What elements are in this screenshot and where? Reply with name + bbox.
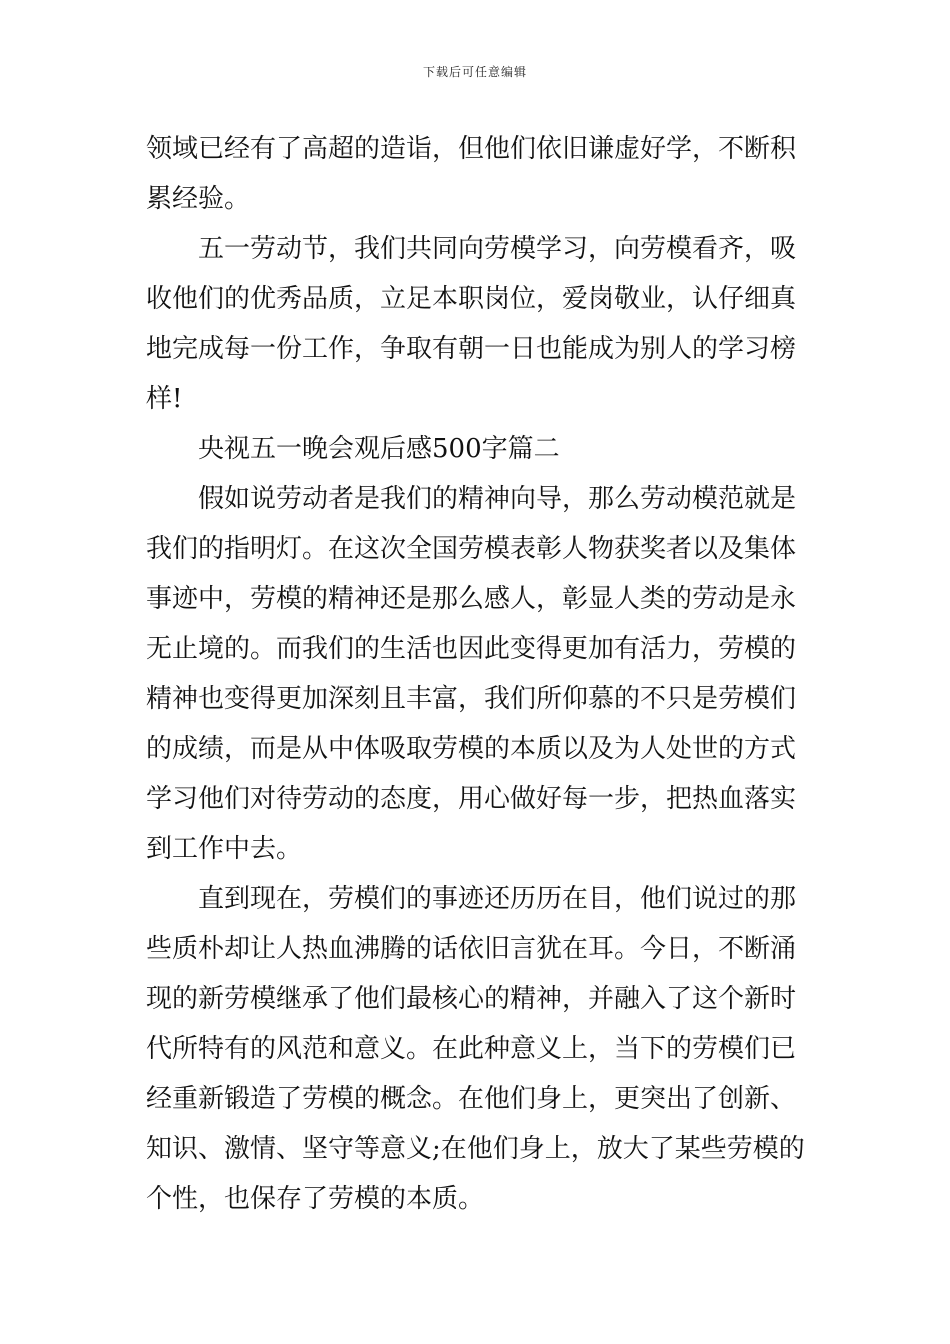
- text-line: 领域已经有了高超的造诣，但他们依旧谦虚好学，不断积: [146, 134, 797, 164]
- text-line: 些质朴却让人热血沸腾的话依旧言犹在耳。今日，不断涌: [146, 934, 797, 964]
- text-line: 知识、激情、坚守等意义;在他们身上，放大了某些劳模的: [146, 1134, 805, 1164]
- text-line: 我们的指明灯。在这次全国劳模表彰人物获奖者以及集体: [146, 534, 797, 564]
- text-line: 地完成每一份工作，争取有朝一日也能成为别人的学习榜: [146, 334, 797, 364]
- text-line: 事迹中，劳模的精神还是那么感人，彰显人类的劳动是永: [146, 584, 797, 614]
- text-line: 的成绩，而是从中体吸取劳模的本质以及为人处世的方式: [146, 734, 797, 764]
- section-heading: [146, 424, 806, 474]
- document-body: [146, 124, 806, 1224]
- page-header: 下载后可任意编辑: [422, 65, 527, 79]
- paragraph-labor-models: [146, 474, 806, 874]
- text-line: 收他们的优秀品质，立足本职岗位，爱岗敬业，认仔细真: [146, 284, 797, 314]
- paragraph-new-models: [146, 874, 806, 1224]
- text-line: 经重新锻造了劳模的概念。在他们身上，更突出了创新、: [146, 1084, 797, 1114]
- text-line: 精神也变得更加深刻且丰富，我们所仰慕的不只是劳模们: [146, 684, 797, 714]
- paragraph-continuation: [146, 124, 806, 224]
- text-line: 现的新劳模继承了他们最核心的精神，并融入了这个新时: [146, 984, 797, 1014]
- paragraph-may-day: [146, 224, 806, 424]
- text-line: 代所特有的风范和意义。在此种意义上，当下的劳模们已: [146, 1034, 797, 1064]
- text-line: 累经验。: [146, 184, 251, 214]
- text-line: 直到现在，劳模们的事迹还历历在目，他们说过的那: [198, 884, 797, 914]
- text-line: 无止境的。而我们的生活也因此变得更加有活力，劳模的: [146, 634, 797, 664]
- text-line: 学习他们对待劳动的态度，用心做好每一步，把热血落实: [146, 784, 797, 814]
- text-line: 到工作中去。: [146, 834, 303, 864]
- text-line: 个性，也保存了劳模的本质。: [146, 1184, 485, 1214]
- text-line: 五一劳动节，我们共同向劳模学习，向劳模看齐，吸: [198, 234, 797, 264]
- heading-text: 央视五一晚会观后感500字篇二: [198, 434, 560, 464]
- text-line: 样!: [146, 384, 183, 414]
- text-line: 假如说劳动者是我们的精神向导，那么劳动模范就是: [198, 484, 797, 514]
